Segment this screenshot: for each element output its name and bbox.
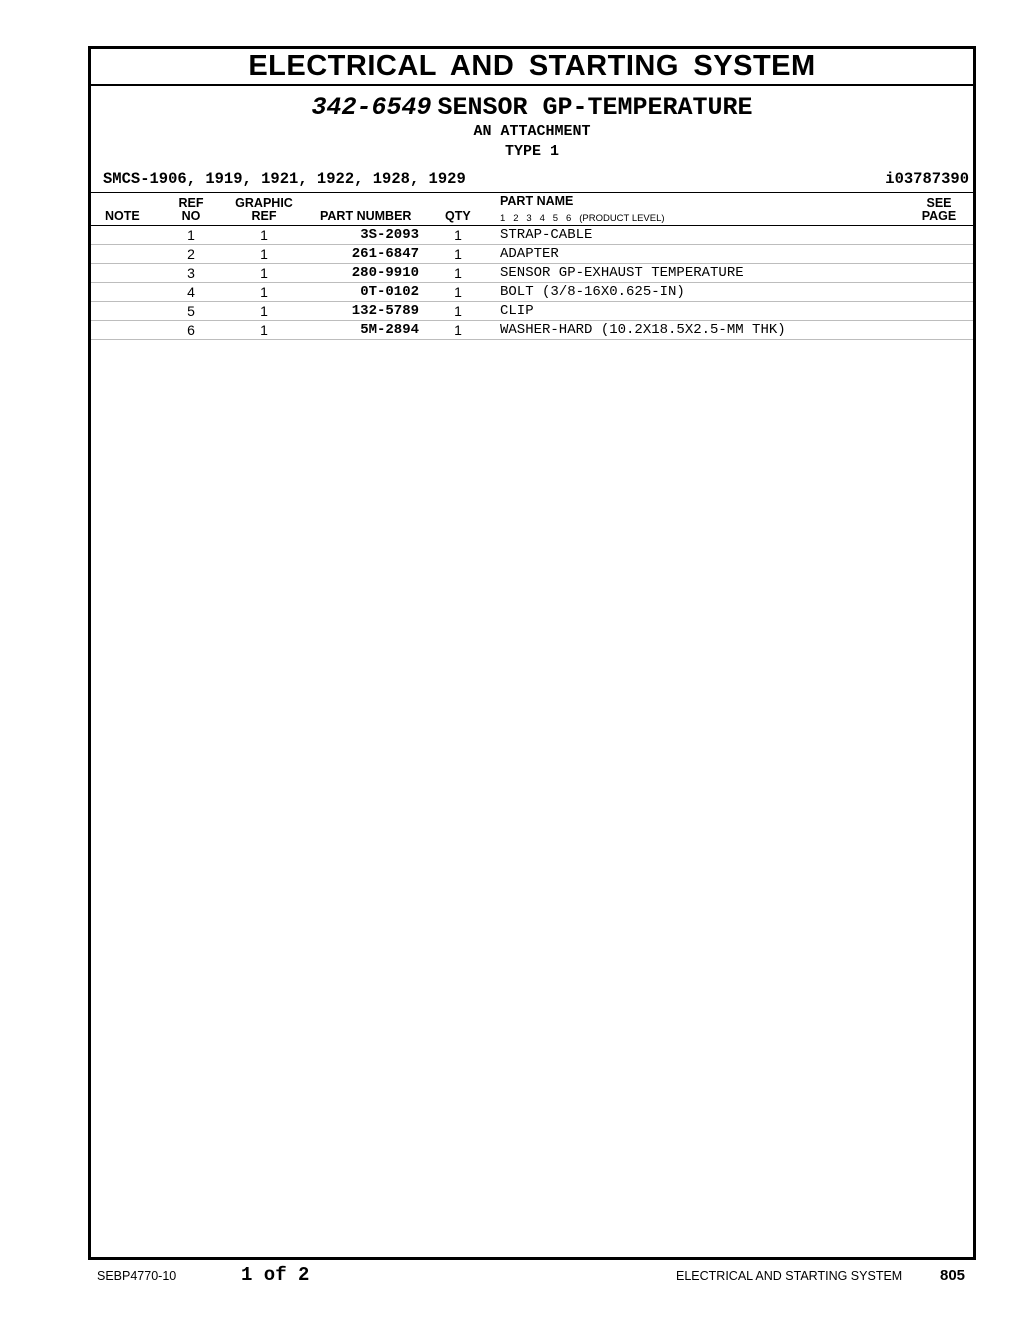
table-row — [91, 245, 973, 264]
table-row — [91, 321, 973, 340]
part-number: 0T-0102 — [360, 284, 419, 300]
parts-page-frame — [88, 46, 976, 1260]
qty: 1 — [454, 284, 462, 300]
col-see-bottom: PAGE — [921, 209, 957, 223]
qty: 1 — [454, 303, 462, 319]
table-row — [91, 264, 973, 283]
ref-no: 1 — [187, 227, 195, 243]
qty: 1 — [454, 227, 462, 243]
ref-no: 3 — [187, 265, 195, 281]
col-part-name: PART NAME — [500, 194, 574, 208]
parts-table — [91, 226, 973, 340]
attachment-subtitle: AN ATTACHMENT — [473, 123, 591, 140]
part-name: BOLT (3/8-16X0.625-IN) — [500, 284, 685, 300]
part-name: STRAP-CABLE — [500, 227, 593, 243]
footer-document-id: SEBP4770-10 — [97, 1269, 177, 1283]
column-headers — [91, 192, 973, 226]
col-part-number: PART NUMBER — [320, 209, 412, 223]
smcs-codes: SMCS-1906, 1919, 1921, 1922, 1928, 1929 — [103, 170, 466, 188]
graphic-ref: 1 — [260, 303, 268, 319]
col-graphic-bottom: REF — [251, 209, 277, 223]
graphic-ref: 1 — [260, 284, 268, 300]
footer-section: ELECTRICAL AND STARTING SYSTEM — [676, 1269, 903, 1283]
col-qty: QTY — [445, 209, 471, 223]
page-footer — [0, 1262, 1020, 1292]
graphic-ref: 1 — [260, 227, 268, 243]
group-part-number: 342-6549 — [311, 93, 432, 122]
group-title — [91, 94, 973, 122]
ref-no: 6 — [187, 322, 195, 338]
graphic-ref: 1 — [260, 322, 268, 338]
ref-no: 4 — [187, 284, 195, 300]
qty: 1 — [454, 265, 462, 281]
qty: 1 — [454, 246, 462, 262]
col-ref-top: REF — [178, 196, 204, 210]
part-name: ADAPTER — [500, 246, 559, 262]
col-product-levels: 1 2 3 4 5 6 (PRODUCT LEVEL) — [500, 213, 665, 224]
ref-no: 5 — [187, 303, 195, 319]
part-number: 3S-2093 — [360, 227, 419, 243]
col-see-top: SEE — [926, 196, 952, 210]
col-ref-bottom: NO — [181, 209, 201, 223]
table-row — [91, 302, 973, 321]
col-note: NOTE — [105, 209, 140, 223]
part-number: 132-5789 — [351, 303, 419, 319]
section-title: ELECTRICAL AND STARTING SYSTEM — [91, 49, 973, 86]
document-identifier: i03787390 — [885, 170, 969, 188]
graphic-ref: 1 — [260, 246, 268, 262]
ref-no: 2 — [187, 246, 195, 262]
graphic-ref: 1 — [260, 265, 268, 281]
table-row — [91, 283, 973, 302]
qty: 1 — [454, 322, 462, 338]
smcs-row — [91, 168, 973, 192]
type-subtitle: TYPE 1 — [504, 143, 559, 160]
part-name: WASHER-HARD (10.2X18.5X2.5-MM THK) — [500, 322, 786, 338]
part-name: CLIP — [500, 303, 534, 319]
col-graphic-top: GRAPHIC — [235, 196, 293, 210]
table-row — [91, 226, 973, 245]
part-name: SENSOR GP-EXHAUST TEMPERATURE — [500, 265, 744, 281]
part-number: 261-6847 — [351, 246, 419, 262]
part-number: 280-9910 — [351, 265, 419, 281]
footer-page-number: 805 — [940, 1267, 966, 1284]
group-name: SENSOR GP-TEMPERATURE — [437, 93, 753, 122]
part-number: 5M-2894 — [360, 322, 419, 338]
footer-page-of: 1 of 2 — [241, 1264, 310, 1286]
